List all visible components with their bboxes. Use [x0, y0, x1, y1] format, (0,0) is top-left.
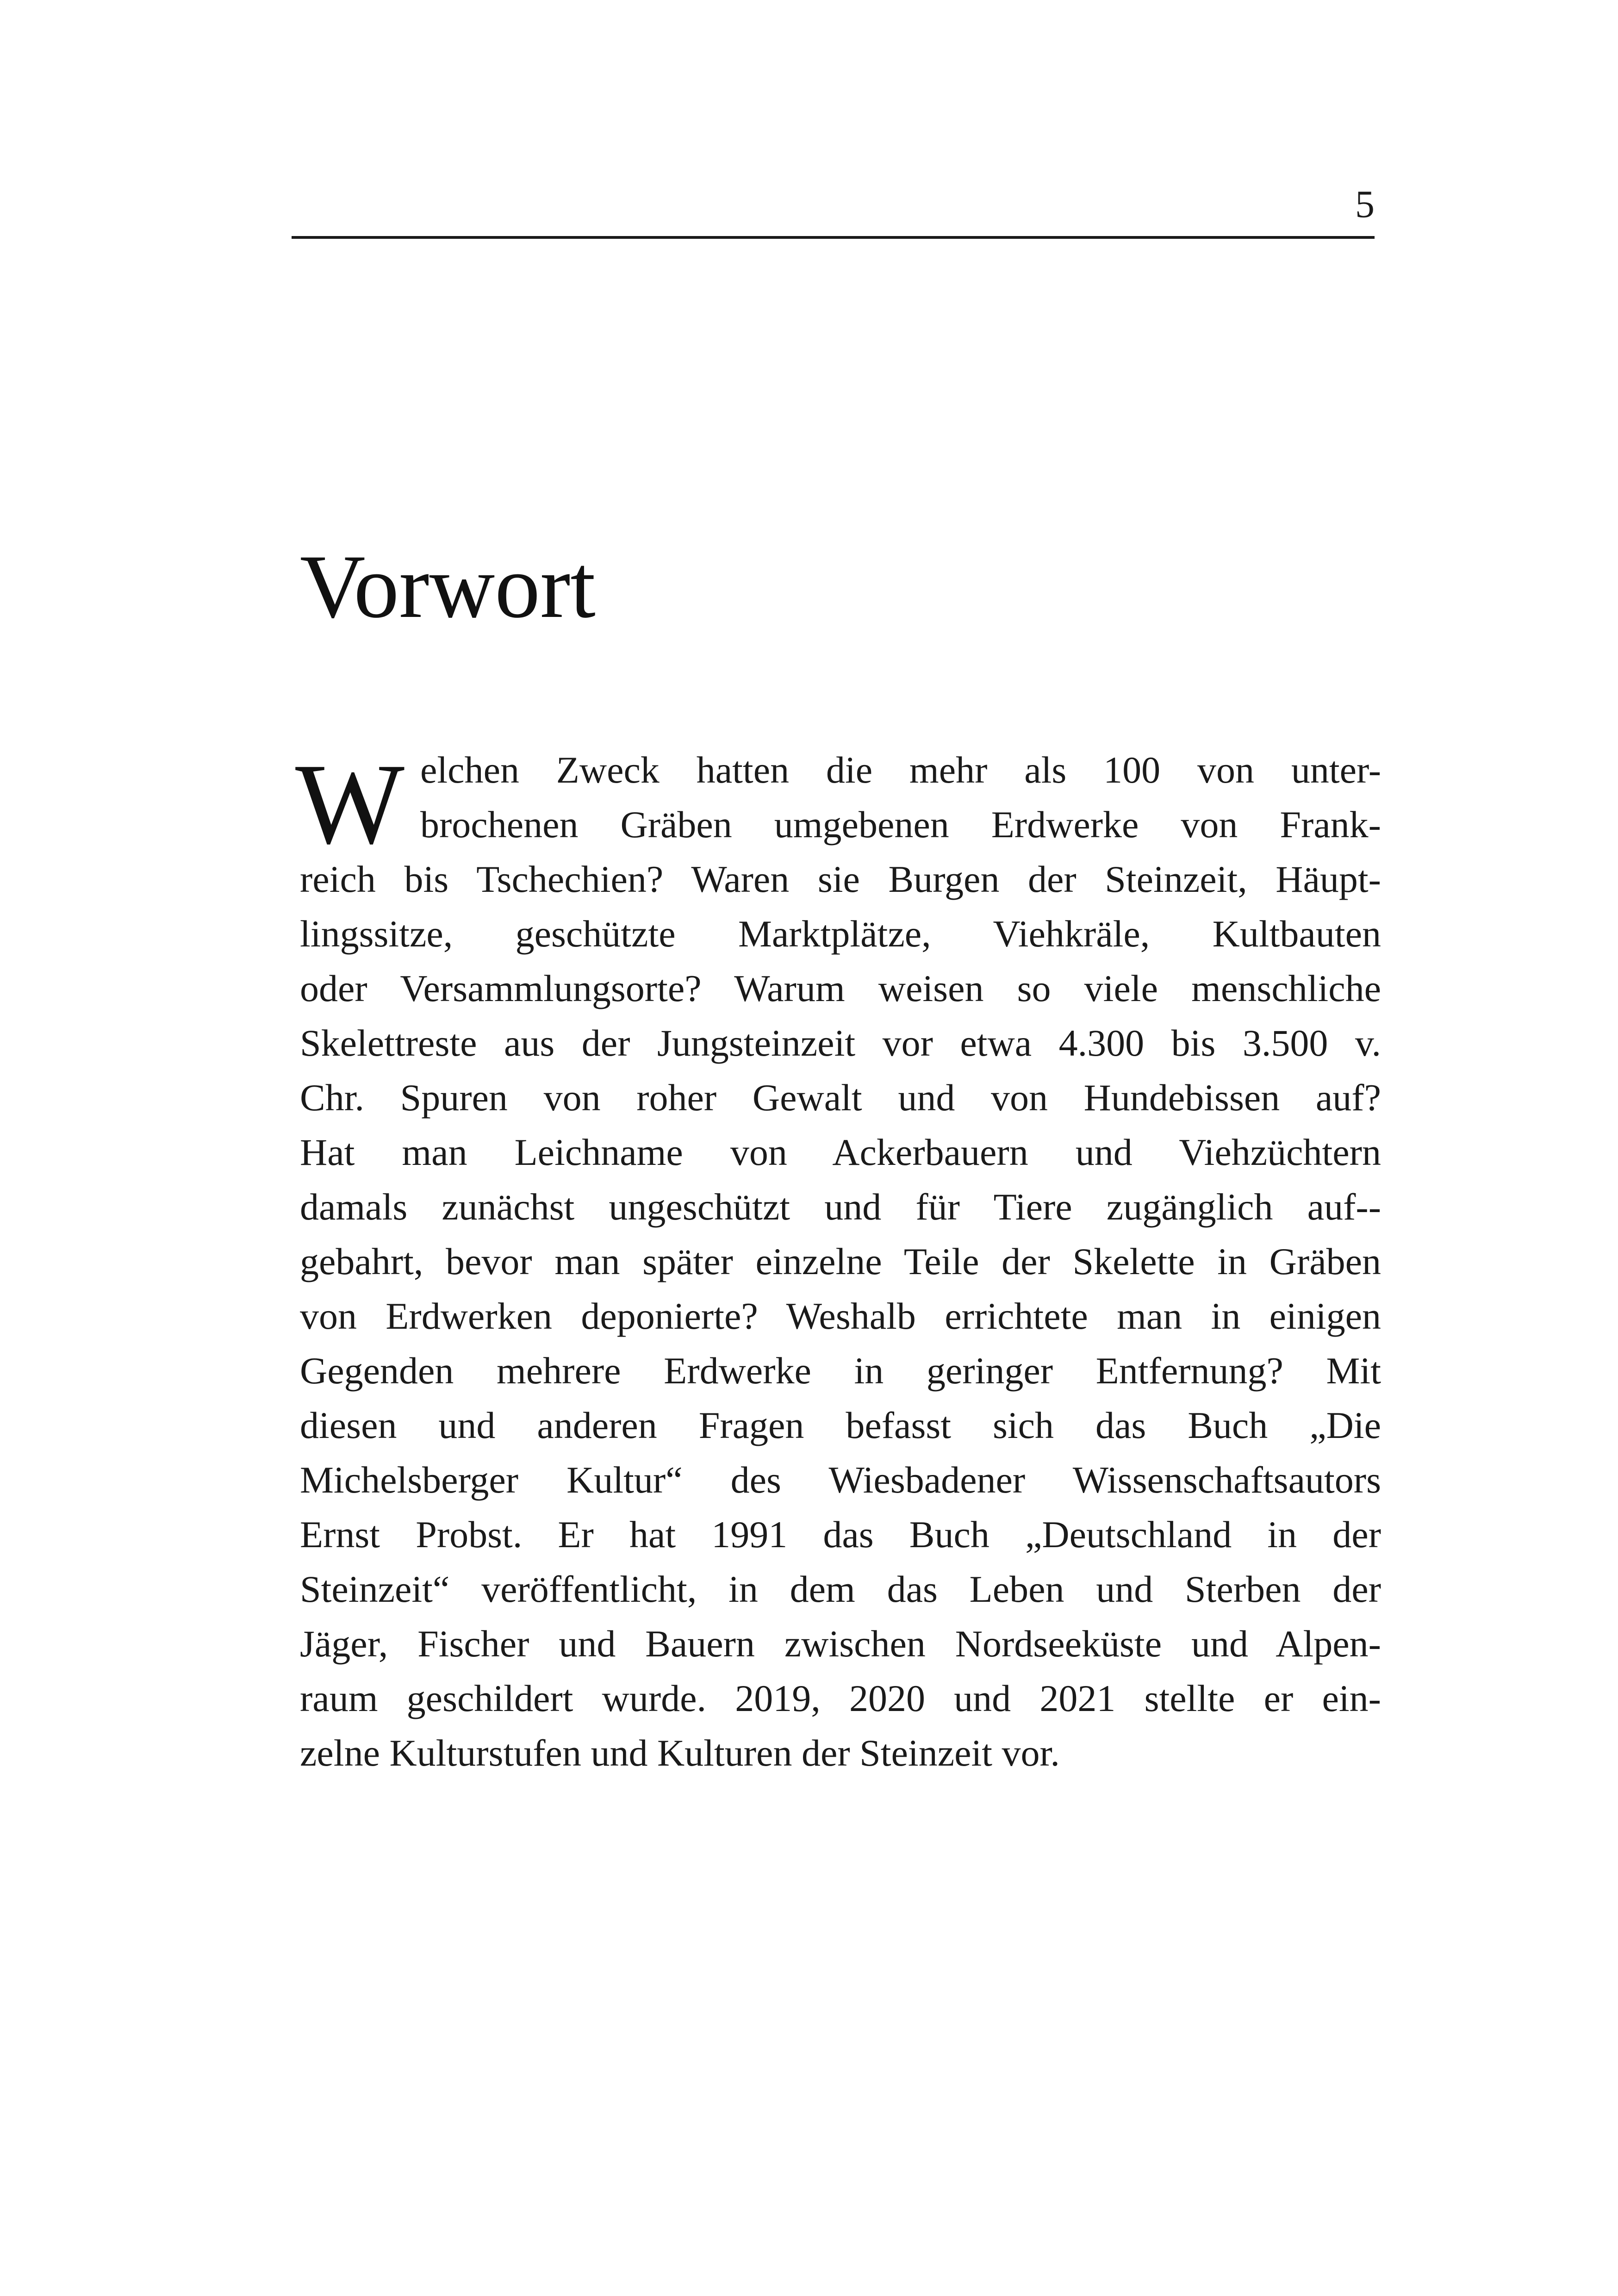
text-line: brochenen Gräben umgebenen Erdwerke von Frank- — [420, 803, 1381, 846]
text-line: Michelsberger Kultur“ des Wiesbadener Wissenschaftsautors — [300, 1459, 1381, 1501]
running-header — [292, 176, 1375, 239]
text-line: elchen Zweck hatten die mehr als 100 von unter- — [420, 749, 1381, 791]
text-line: reich bis Tschechien? Waren sie Burgen der Steinzeit, Häupt- — [300, 858, 1381, 900]
text-line: Chr. Spuren von roher Gewalt und von Hundebissen auf? — [300, 1076, 1381, 1119]
text-line: raum geschildert wurde. 2019, 2020 und 2021 stellte er ein- — [300, 1677, 1381, 1719]
text-line: Jäger, Fischer und Bauern zwischen Nordseeküste und Alpen- — [300, 1623, 1381, 1665]
text-line: diesen und anderen Fragen befasst sich das Buch „Die — [300, 1404, 1381, 1446]
body-paragraph — [295, 740, 1381, 1780]
text-line: von Erdwerken deponierte? Weshalb errichtete man in einigen — [300, 1295, 1381, 1337]
text-line: Hat man Leichname von Ackerbauern und Viehzüchtern — [300, 1131, 1381, 1173]
text-line: Steinzeit“ veröffentlicht, in dem das Leben und Sterben der — [300, 1568, 1381, 1610]
text-line: gebahrt, bevor man später einzelne Teile der Skelette in Gräben — [300, 1240, 1381, 1282]
text-line: oder Versammlungsorte? Warum weisen so viele menschliche — [300, 967, 1381, 1009]
chapter-title: Vorwort — [300, 536, 596, 637]
drop-cap: W — [295, 740, 404, 868]
text-line: Ernst Probst. Er hat 1991 das Buch „Deutschland in der — [300, 1513, 1381, 1556]
text-line: lingssitze, geschützte Marktplätze, Viehkräle, Kultbauten — [300, 913, 1381, 955]
text-line: Gegenden mehrere Erdwerke in geringer Entfernung? Mit — [300, 1350, 1381, 1392]
text-line: zelne Kulturstufen und Kulturen der Steinzeit vor. — [300, 1732, 1060, 1774]
text-line: Skelettreste aus der Jungsteinzeit vor etwa 4.300 bis 3.500 v. — [300, 1022, 1381, 1064]
text-line: damals zunächst ungeschützt und für Tiere zugänglich auf-- — [300, 1186, 1381, 1228]
page-number: 5 — [1355, 183, 1375, 226]
